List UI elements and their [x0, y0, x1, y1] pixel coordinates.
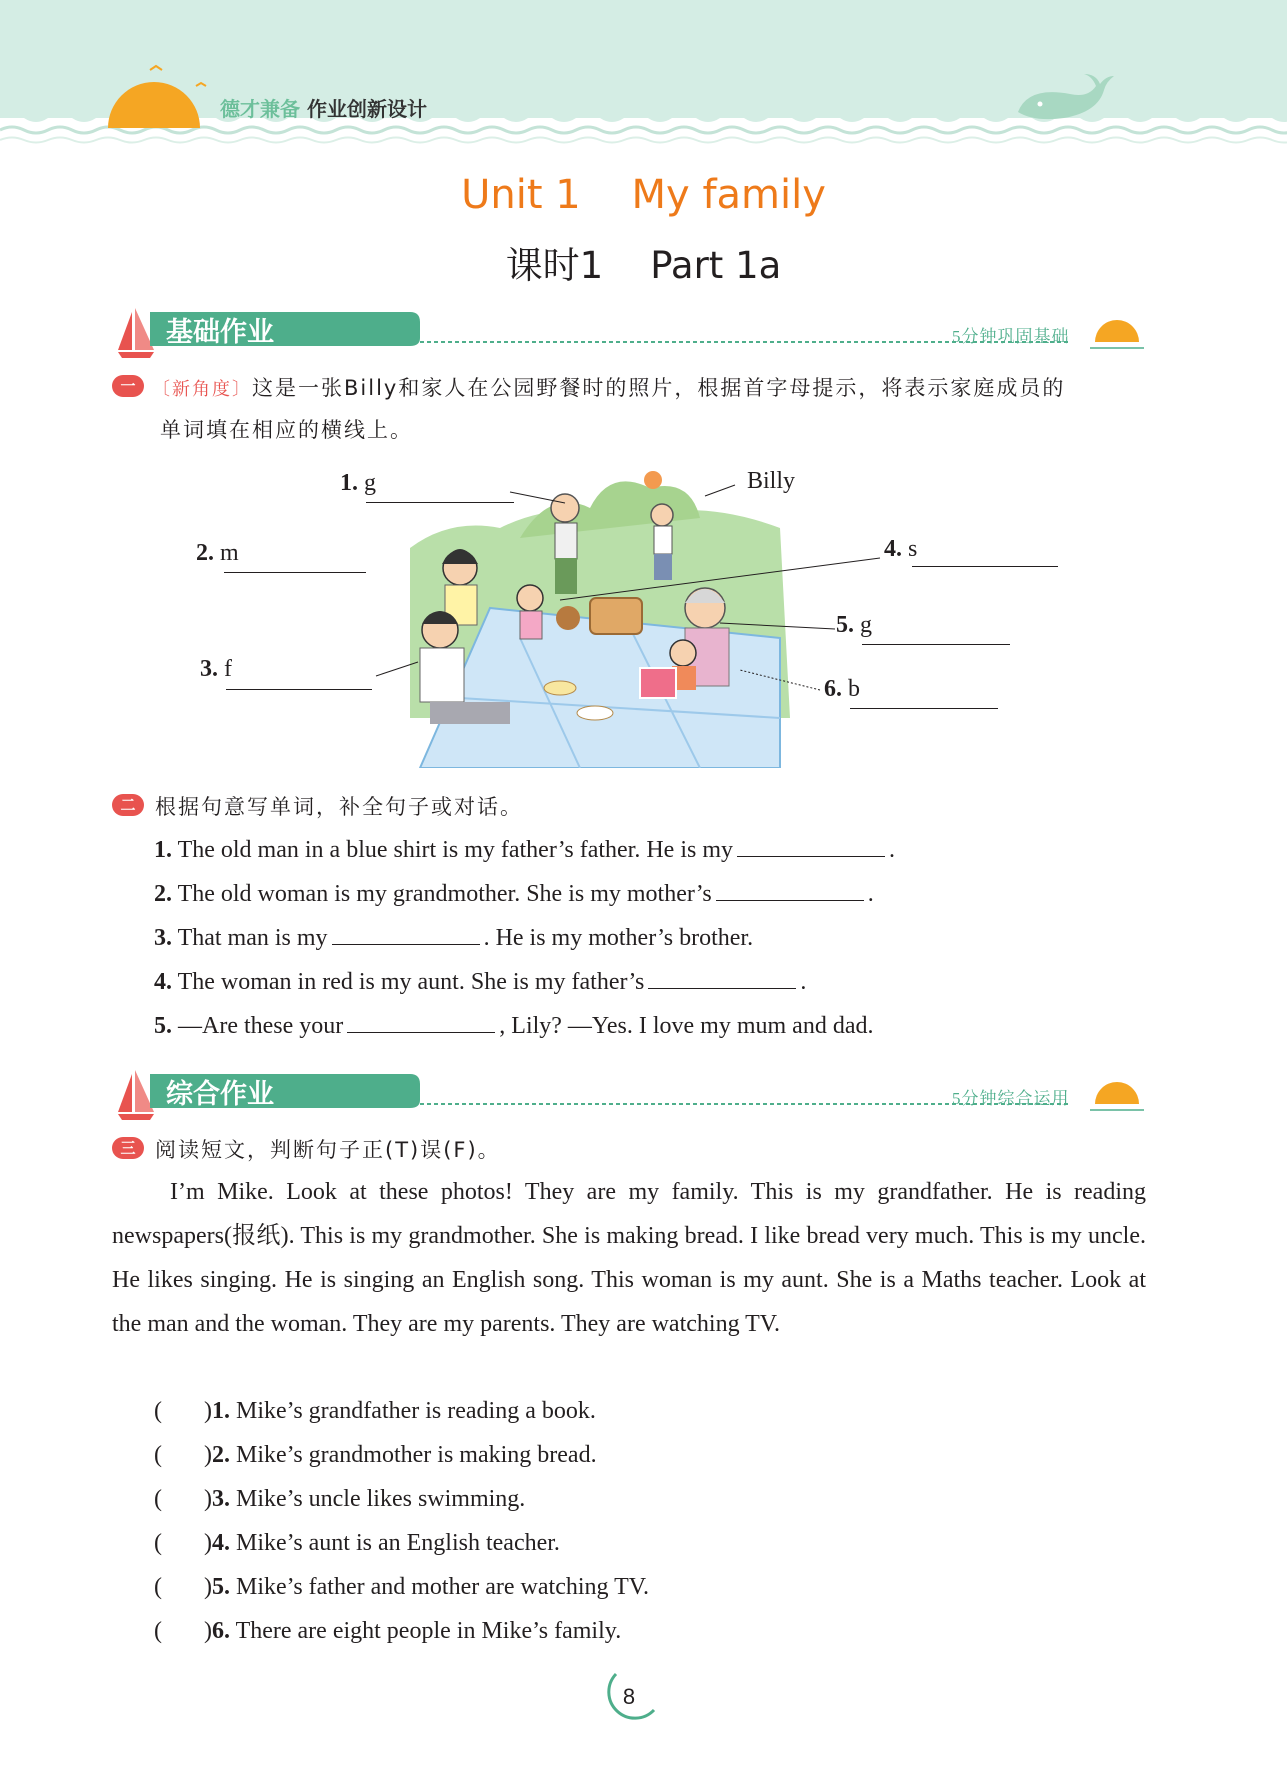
q3-item-4: [154, 1530, 560, 1557]
q3-item-1-text: Mike’s grandfather is reading a book.: [235, 1398, 596, 1424]
q2-instruction: 根据句意写单词，补全句子或对话。: [155, 795, 523, 819]
q1-item-3-num: 3.: [200, 656, 218, 682]
q1-item-2-blank[interactable]: [224, 540, 366, 573]
q2-item-5: [154, 1010, 873, 1040]
q1-item-2-num: 2.: [196, 540, 214, 566]
q2-item-1-num: 1.: [154, 837, 172, 863]
q2-item-5-before: —Are these your: [178, 1013, 344, 1039]
q2-item-3-blank[interactable]: [332, 922, 480, 945]
q3-item-3-paren[interactable]: ( ): [154, 1486, 212, 1512]
q1-item-4-blank[interactable]: [912, 536, 1058, 567]
section-comprehensive-hint: 5分钟综合运用: [952, 1089, 1070, 1108]
q3-passage: I’m Mike. Look at these photos! They are my family. This is my grandfather. He is reading newspapers(报纸). This is my grandmother. She is making bread. I like bread very much. This is my uncle. He likes singing. He is singing an English song. This woman is my aunt. She is a Maths teacher. Look at the man and the woman. They are my parents. They are watching TV.: [112, 1179, 1146, 1337]
q2-item-1-before: The old man in a blue shirt is my father’s father. He is my: [177, 837, 734, 863]
q1-item-6-num: 6.: [824, 676, 842, 702]
q1-item-5-num: 5.: [836, 612, 854, 638]
lesson-title: 课时1 Part 1a: [505, 244, 782, 287]
unit-title: Unit 1 My family: [461, 172, 826, 218]
q1-item-3-blank[interactable]: [226, 658, 372, 690]
q2-item-3-before: That man is my: [177, 925, 328, 951]
q3-item-6-text: There are eight people in Mike’s family.: [235, 1618, 622, 1644]
q2-item-4: [154, 966, 806, 996]
q2-badge: 二: [112, 794, 144, 816]
q3-item-1-num: 1.: [211, 1398, 230, 1424]
q2-item-2-before: The old woman is my grandmother. She is my mother’s: [177, 881, 712, 907]
q3-item-3-num: 3.: [211, 1486, 230, 1512]
q3-item-1-paren[interactable]: ( ): [154, 1398, 212, 1424]
section-basic-label: 基础作业: [166, 317, 274, 348]
q1-item-1-blank[interactable]: [366, 472, 514, 503]
q1-item-3-letter: f: [224, 656, 232, 682]
q1-item-4-letter: s: [908, 536, 918, 562]
q3-instruction: 阅读短文，判断句子正(T)误(F)。: [155, 1138, 501, 1162]
q1-item-1-letter: g: [364, 470, 376, 496]
q2-item-4-before: The woman in red is my aunt. She is my father’s: [177, 969, 645, 995]
q3-item-2: [154, 1442, 597, 1469]
q3-item-2-paren[interactable]: ( ): [154, 1442, 212, 1468]
q2-item-3-num: 3.: [154, 925, 172, 951]
q2-item-2-after: .: [867, 881, 874, 907]
q1-item-4-num: 4.: [884, 536, 902, 562]
q1-item-2-letter: m: [220, 540, 239, 566]
q2-item-2-num: 2.: [154, 881, 172, 907]
q1-instruction-line1: 这是一张Billy和家人在公园野餐时的照片，根据首字母提示，将表示家庭成员的: [252, 376, 1066, 400]
q2-item-4-blank[interactable]: [648, 966, 796, 989]
q3-item-5-paren[interactable]: ( ): [154, 1574, 212, 1600]
q2-item-2-blank[interactable]: [716, 878, 864, 901]
q3-item-5-text: Mike’s father and mother are watching TV.: [235, 1574, 649, 1600]
q3-item-1: [154, 1398, 596, 1425]
q3-item-2-num: 2.: [211, 1442, 230, 1468]
q2-item-5-blank[interactable]: [347, 1010, 495, 1033]
q3-item-4-text: Mike’s aunt is an English teacher.: [235, 1530, 560, 1556]
q3-item-3: [154, 1486, 525, 1513]
q3-item-5: [154, 1574, 649, 1601]
billy-label: Billy: [747, 468, 796, 494]
section-comprehensive-bar: [110, 1064, 1150, 1124]
q2-item-4-after: .: [800, 969, 807, 995]
q3-item-4-num: 4.: [211, 1530, 230, 1556]
q3-item-6: [154, 1618, 621, 1645]
page-number: 8: [622, 1684, 636, 1709]
q2-item-3: [154, 922, 753, 952]
q1-item-6-blank[interactable]: [850, 676, 998, 709]
q3-item-6-paren[interactable]: ( ): [154, 1618, 212, 1644]
q1-item-6-letter: b: [848, 676, 860, 702]
brand-dark: 作业创新设计: [306, 97, 427, 121]
q1-instruction-line2: 单词填在相应的横线上。: [160, 418, 413, 442]
q3-item-4-paren[interactable]: ( ): [154, 1530, 212, 1556]
q2-item-1-blank[interactable]: [737, 834, 885, 857]
q2-item-1-after: .: [889, 837, 896, 863]
picture-leader-lines: [0, 0, 1287, 800]
q1-tag: 〔新角度〕: [152, 379, 252, 400]
q1-item-1-num: 1.: [340, 470, 358, 496]
q2-item-3-after: . He is my mother’s brother.: [483, 925, 754, 951]
brand-green: 德才兼备: [220, 97, 300, 121]
section-basic-hint: 5分钟巩固基础: [952, 327, 1070, 346]
q1-item-5-letter: g: [860, 612, 872, 638]
section-comprehensive-label: 综合作业: [166, 1079, 274, 1110]
q3-item-3-text: Mike’s uncle likes swimming.: [235, 1486, 526, 1512]
q2-item-2: [154, 878, 874, 908]
q2-item-1: [154, 834, 895, 864]
q3-item-2-text: Mike’s grandmother is making bread.: [235, 1442, 597, 1468]
q1-item-5-blank[interactable]: [862, 612, 1010, 645]
q2-item-4-num: 4.: [154, 969, 172, 995]
q3-badge: 三: [112, 1137, 144, 1159]
q2-item-5-num: 5.: [154, 1013, 172, 1039]
q3-item-6-num: 6.: [211, 1618, 230, 1644]
q2-item-5-after: , Lily? —Yes. I love my mum and dad.: [499, 1013, 874, 1039]
q1-badge: 一: [112, 375, 144, 397]
q3-item-5-num: 5.: [211, 1574, 230, 1600]
